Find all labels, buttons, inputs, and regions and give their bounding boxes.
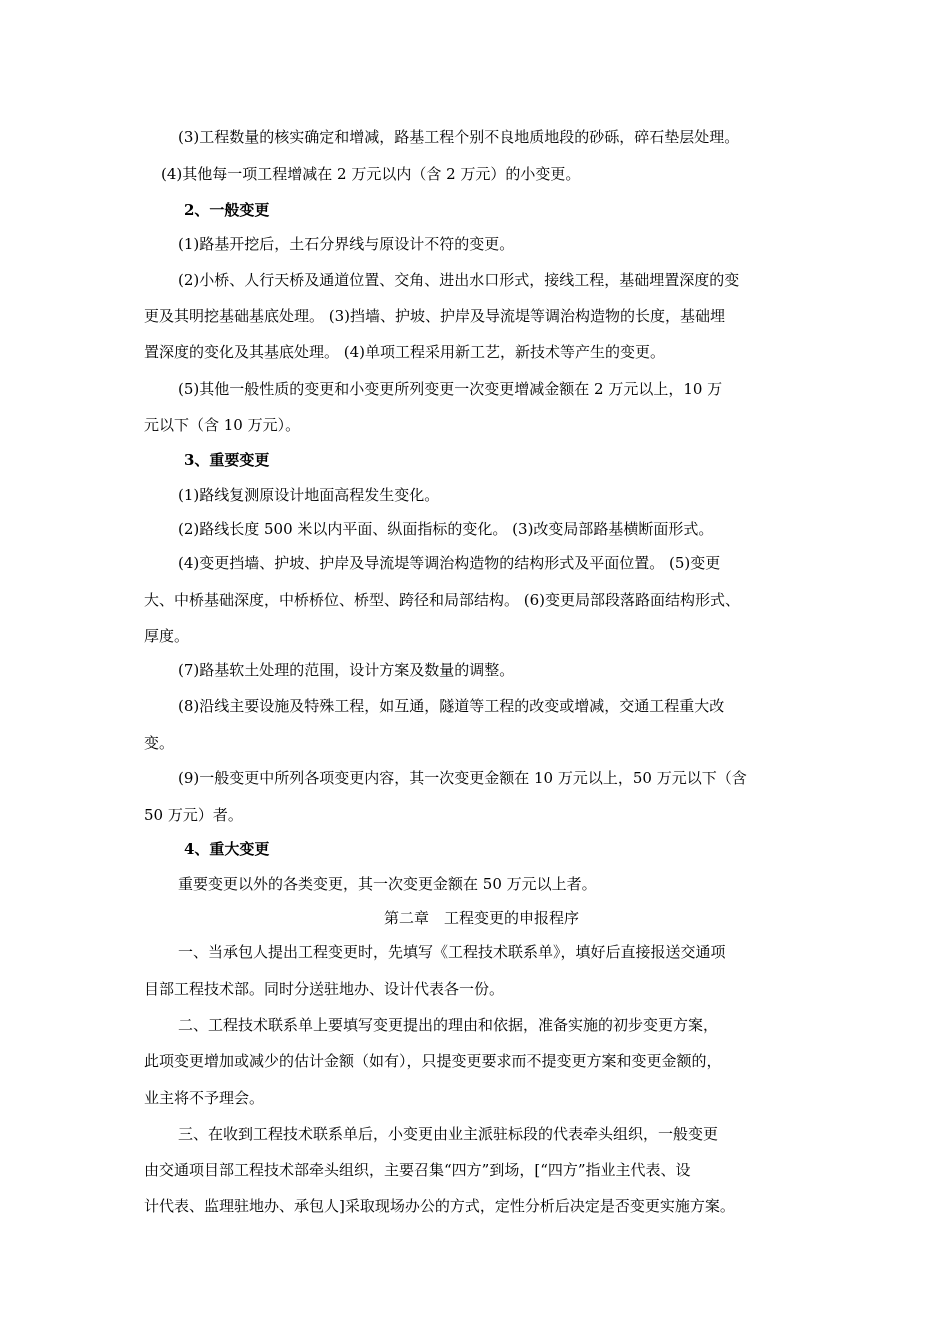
paragraph-line: (7)路基软土处理的范围，设计方案及数量的调整。 bbox=[178, 661, 515, 679]
section-heading: 3、重要变更 bbox=[184, 451, 270, 469]
paragraph-line: 重要变更以外的各类变更，其一次变更金额在 50 万元以上者。 bbox=[178, 875, 597, 893]
paragraph-line: (2)路线长度 500 米以内平面、纵面指标的变化。 (3)改变局部路基横断面形式。 bbox=[178, 520, 714, 538]
chapter-title: 第二章 工程变更的申报程序 bbox=[384, 909, 580, 927]
section-heading: 4、重大变更 bbox=[184, 840, 270, 858]
paragraph-line: 厚度。 bbox=[144, 627, 190, 645]
paragraph-line: 由交通项目部工程技术部牵头组织，主要召集“四方”到场，[“四方”指业主代表、设 bbox=[144, 1161, 691, 1179]
paragraph-line: 大、中桥基础深度，中桥桥位、桥型、跨径和局部结构。 (6)变更局部段落路面结构形式、 bbox=[144, 591, 741, 609]
paragraph-line: (3)工程数量的核实确定和增减，路基工程个别不良地质地段的砂砾，碎石垫层处理。 bbox=[178, 128, 740, 146]
paragraph-line: (4)其他每一项工程增减在 2 万元以内（含 2 万元）的小变更。 bbox=[161, 165, 581, 183]
paragraph-line: (8)沿线主要设施及特殊工程，如互通，隧道等工程的改变或增减，交通工程重大改 bbox=[178, 697, 725, 715]
paragraph-line: 此项变更增加或减少的估计金额（如有），只提变更要求而不提变更方案和变更金额的， bbox=[144, 1052, 722, 1070]
paragraph-line: (1)路线复测原设计地面高程发生变化。 bbox=[178, 486, 440, 504]
paragraph-line: 元以下（含 10 万元）。 bbox=[144, 416, 301, 434]
paragraph-line: 计代表、监理驻地办、承包人]采取现场办公的方式，定性分析后决定是否变更实施方案。 bbox=[144, 1197, 735, 1215]
paragraph-line: 50 万元）者。 bbox=[144, 806, 243, 824]
paragraph-line: (9)一般变更中所列各项变更内容，其一次变更金额在 10 万元以上，50 万元以下（含 bbox=[178, 769, 747, 787]
paragraph-line: (1)路基开挖后，土石分界线与原设计不符的变更。 bbox=[178, 235, 515, 253]
paragraph-line: 业主将不予理会。 bbox=[144, 1089, 265, 1107]
paragraph-line: 一、当承包人提出工程变更时，先填写《工程技术联系单》，填好后直接报送交通项 bbox=[178, 943, 726, 961]
paragraph-line: 目部工程技术部。同时分送驻地办、设计代表各一份。 bbox=[144, 980, 505, 998]
paragraph-line: 变。 bbox=[144, 734, 175, 752]
paragraph-line: (5)其他一般性质的变更和小变更所列变更一次变更增减金额在 2 万元以上，10 万 bbox=[178, 380, 723, 398]
paragraph-line: 更及其明挖基础基底处理。 (3)挡墙、护坡、护岸及导流堤等调治构造物的长度，基础埋 bbox=[144, 307, 726, 325]
section-heading: 2、一般变更 bbox=[184, 201, 270, 219]
paragraph-line: (2)小桥、人行天桥及通道位置、交角、进出水口形式，接线工程，基础埋置深度的变 bbox=[178, 271, 740, 289]
paragraph-line: (4)变更挡墙、护坡、护岸及导流堤等调治构造物的结构形式及平面位置。 (5)变更 bbox=[178, 554, 721, 572]
paragraph-line: 置深度的变化及其基底处理。 (4)单项工程采用新工艺，新技术等产生的变更。 bbox=[144, 343, 666, 361]
paragraph-line: 二、工程技术联系单上要填写变更提出的理由和依据，准备实施的初步变更方案， bbox=[178, 1016, 719, 1034]
paragraph-line: 三、在收到工程技术联系单后，小变更由业主派驻标段的代表牵头组织，一般变更 bbox=[178, 1125, 719, 1143]
